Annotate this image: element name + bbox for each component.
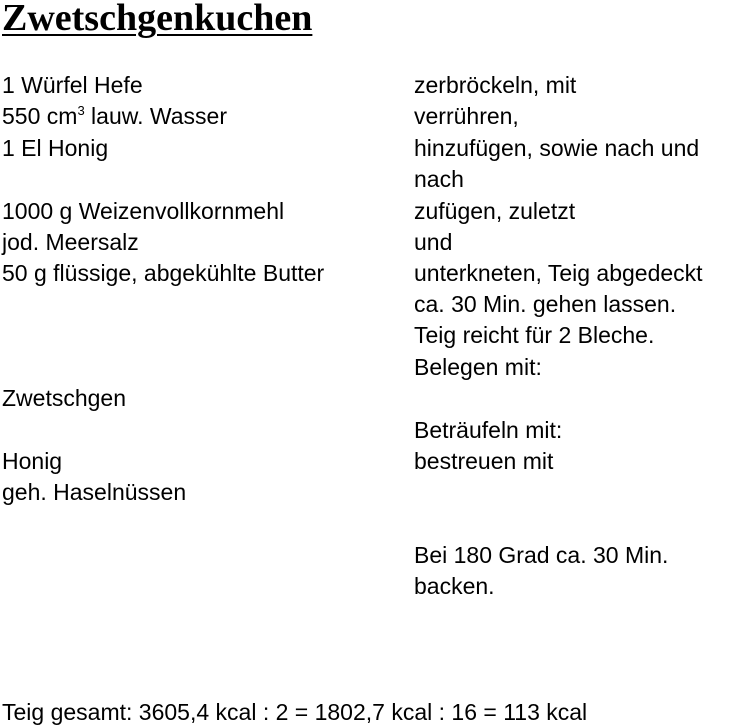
instruction-line: hinzufügen, sowie nach und <box>414 135 700 161</box>
instruction-line: Teig reicht für 2 Bleche. <box>414 322 655 348</box>
ingredient-haselnuesse: geh. Haselnüssen <box>2 479 187 505</box>
instruction-line: Bei 180 Grad ca. 30 Min. <box>414 542 669 568</box>
ingredient-wasser-name: lauw. Wasser <box>84 103 227 129</box>
instruction-line: unterkneten, Teig abgedeckt <box>414 260 703 286</box>
recipe-title: Zwetschgenkuchen <box>2 0 313 39</box>
instruction-line: bestreuen mit <box>414 448 554 474</box>
ingredient-wasser-amount: 550 cm <box>2 103 78 129</box>
ingredient-zwetschgen: Zwetschgen <box>2 385 127 411</box>
ingredient-hefe: 1 Würfel Hefe <box>2 72 143 98</box>
ingredient-salz: jod. Meersalz <box>2 229 139 255</box>
ingredient-honig-topping: Honig <box>2 448 63 474</box>
instruction-line: zufügen, zuletzt <box>414 198 576 224</box>
ingredient-butter: 50 g flüssige, abgekühlte Butter <box>2 260 325 286</box>
ingredient-wasser <box>2 101 227 132</box>
instruction-line: verrühren, <box>414 103 519 129</box>
instruction-line: backen. <box>414 573 495 599</box>
instruction-line: zerbröckeln, mit <box>414 72 577 98</box>
ingredient-honig: 1 El Honig <box>2 135 109 161</box>
instruction-line: Belegen mit: <box>414 354 542 380</box>
instruction-line: ca. 30 Min. gehen lassen. <box>414 291 677 317</box>
instruction-line: nach <box>414 166 464 192</box>
instruction-line: und <box>414 229 453 255</box>
ingredient-mehl: 1000 g Weizenvollkornmehl <box>2 198 285 224</box>
ingredient-wasser-unit-superscript: 3 <box>77 103 85 118</box>
instruction-line: Beträufeln mit: <box>414 417 563 443</box>
calorie-summary: Teig gesamt: 3605,4 kcal : 2 = 1802,7 kcal : 16 = 113 kcal <box>2 699 588 725</box>
